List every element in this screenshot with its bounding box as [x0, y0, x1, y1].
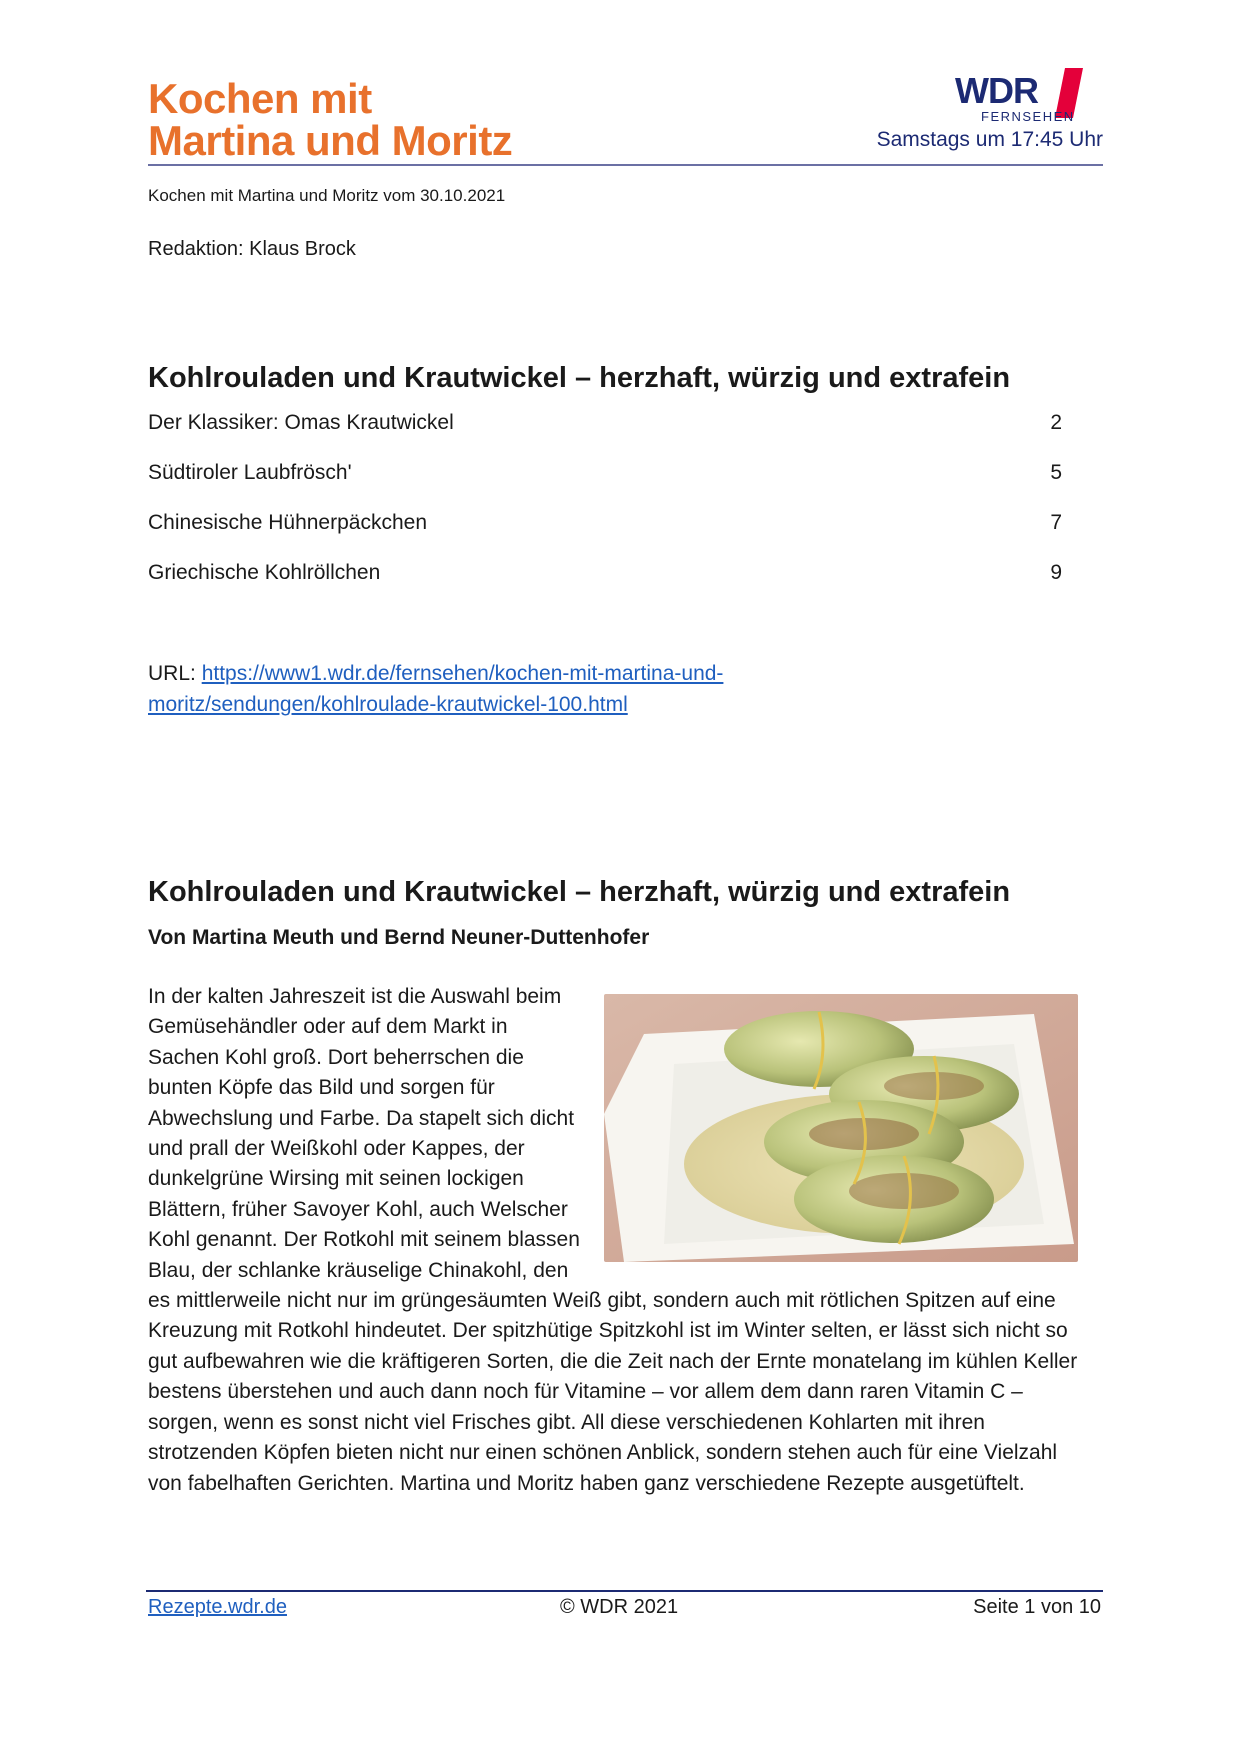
source-url-link[interactable]: https://www1.wdr.de/fernsehen/kochen-mit-martina-und-moritz/sendungen/kohlroulade-krautwickel-100.html [148, 662, 724, 716]
airtime: Samstags um 17:45 Uhr [876, 128, 1103, 151]
footer-recipes-link[interactable]: Rezepte.wdr.de [148, 1596, 287, 1618]
episode-line: Kochen mit Martina und Moritz vom 30.10.2021 [148, 186, 506, 205]
toc-row[interactable] [148, 408, 1062, 458]
show-title-logo [148, 75, 513, 164]
editor-line: Redaktion: Klaus Brock [148, 238, 356, 260]
table-of-contents [148, 408, 1062, 608]
toc-page: 5 [1050, 461, 1062, 484]
source-url [148, 658, 868, 720]
wdr-logo-subtitle: FERNSEHEN [981, 109, 1075, 124]
toc-page: 2 [1050, 411, 1062, 434]
toc-page: 9 [1050, 561, 1062, 584]
toc-title: Kohlrouladen und Krautwickel – herzhaft, würzig und extrafein [148, 362, 1011, 394]
show-title-line1: Kochen mit [148, 75, 372, 122]
toc-row[interactable] [148, 558, 1062, 608]
footer-page-number: Seite 1 von 10 [973, 1596, 1101, 1618]
header-divider [148, 164, 1103, 166]
toc-label: Chinesische Hühnerpäckchen [148, 511, 427, 534]
wdr-logo-word: WDR [955, 70, 1038, 111]
toc-row[interactable] [148, 508, 1062, 558]
cabbage-rolls-photo [604, 994, 1078, 1262]
show-title-line2: Martina und Moritz [148, 117, 513, 164]
footer-copyright: © WDR 2021 [560, 1596, 679, 1618]
article-byline: Von Martina Meuth und Bernd Neuner-Duttenhofer [148, 926, 650, 949]
toc-page: 7 [1050, 511, 1062, 534]
toc-label: Griechische Kohlröllchen [148, 561, 381, 584]
article-text: In der kalten Jahreszeit ist die Auswahl beim Gemüsehändler oder auf dem Markt in Sachen Kohl groß. Dort beherrschen die bunten Köpfe das Bild und sorgen für Abwechslung und Farbe. Da stapelt sich dicht und prall der Weißkohl oder Kappes, der dunkelgrüne Wirsing mit seinen lockigen Blättern, früher Savoyer Kohl, auch Welscher Kohl genannt. Der Rotkohl mit seinem blassen Blau, der schlanke kräuselige Chinakohl, den es mittlerweile nicht nur im grüngesäumten Weiß gibt, sondern auch mit rötlichen Spitzen auf eine Kreuzung mit Rotkohl hindeutet. Der spitzhütige Spitzkohl ist im Winter selten, er lässt sich nicht so gut aufbewahren wie die kräftigeren Sorten, die die Zeit nach der Ernte monatelang im kühlen Keller bestens überstehen und auch dann noch für Vitamine – vor allem dem dann raren Vitamin C – sorgen, wenn es sonst nicht viel Frisches gibt. All diese verschiedenen Kohlarten mit ihren strotzenden Köpfen bieten nicht nur einen schönen Anblick, sondern stehen auch für eine Vielzahl von fabelhaften Gerichten. Martina und Moritz haben ganz verschiedene Rezepte ausgetüftelt. [148, 985, 1078, 1495]
wdr-logo [943, 66, 1103, 126]
toc-row[interactable] [148, 458, 1062, 508]
toc-label: Der Klassiker: Omas Krautwickel [148, 411, 454, 434]
article-title: Kohlrouladen und Krautwickel – herzhaft, würzig und extrafein [148, 876, 1011, 908]
footer-divider [146, 1590, 1103, 1592]
toc-label: Südtiroler Laubfrösch' [148, 461, 352, 484]
url-label: URL: [148, 662, 202, 685]
article-body [148, 982, 1078, 1499]
